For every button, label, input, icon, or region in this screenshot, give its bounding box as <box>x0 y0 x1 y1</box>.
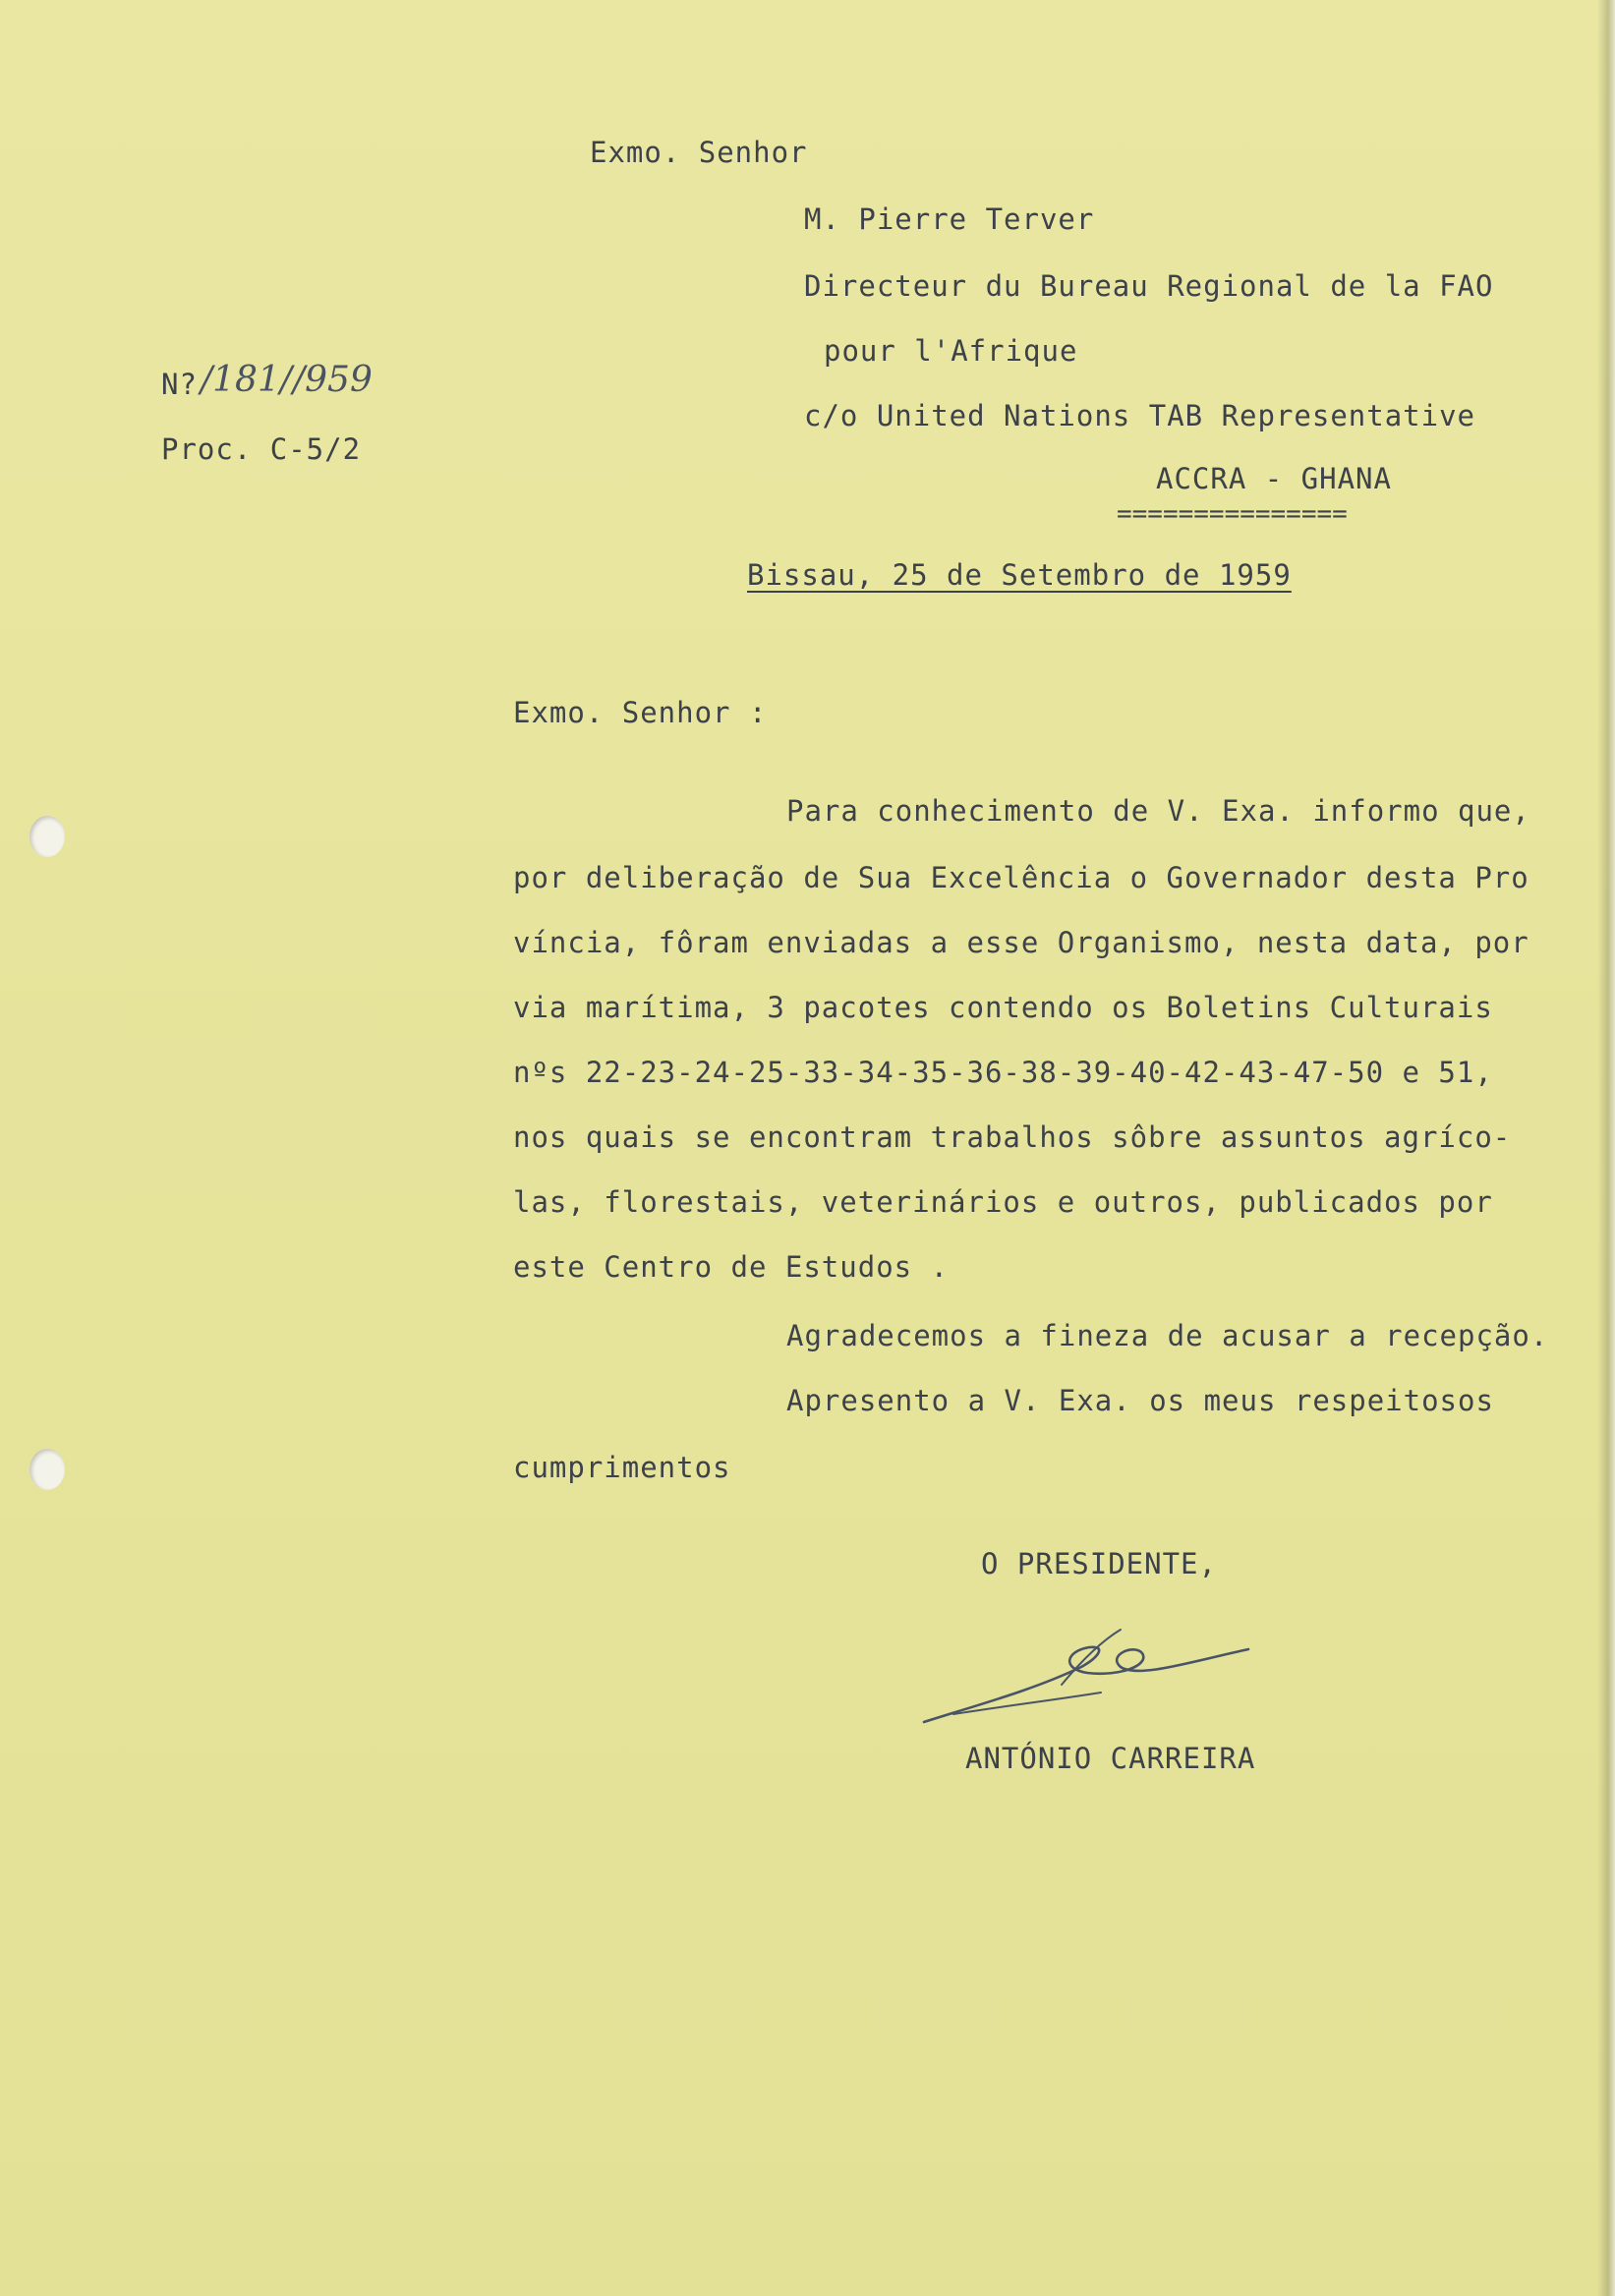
handwritten-signature <box>914 1622 1258 1740</box>
signature-title: O PRESIDENTE, <box>981 1547 1217 1580</box>
body-line: las, florestais, veterinários e outros, publicados por <box>513 1185 1493 1219</box>
city-double-rule: =============== <box>1117 499 1348 529</box>
body-line: nos quais se encontram trabalhos sôbre assuntos agríco- <box>513 1120 1512 1154</box>
recipient-name: M. Pierre Terver <box>804 202 1095 236</box>
body-line: víncia, fôram enviadas a esse Organismo, nesta data, por <box>513 926 1529 959</box>
body-line: por deliberação de Sua Excelência o Governador desta Pro <box>513 861 1529 894</box>
recipient-city: ACCRA - GHANA <box>1156 462 1392 495</box>
greeting: Exmo. Senhor : <box>513 696 768 729</box>
closing-line: Agradecemos a fineza de acusar a recepção. <box>786 1319 1549 1352</box>
closing-line: Apresento a V. Exa. os meus respeitosos <box>786 1384 1494 1417</box>
recipient-salutation: Exmo. Senhor <box>590 136 808 169</box>
closing-line: cumprimentos <box>513 1451 731 1484</box>
reference-process: Proc. C-5/2 <box>161 432 362 466</box>
paper-edge <box>1597 0 1615 2296</box>
body-line: via marítima, 3 pacotes contendo os Boletins Culturais <box>513 991 1493 1024</box>
recipient-title: Directeur du Bureau Regional de la FAO <box>804 269 1494 303</box>
body-line: Para conhecimento de V. Exa. informo que, <box>786 794 1530 828</box>
reference-number-handwritten: /181/ <box>201 360 292 400</box>
recipient-care-of: c/o United Nations TAB Representative <box>804 399 1476 432</box>
reference-number-label: N? <box>161 368 198 401</box>
body-line: nºs 22-23-24-25-33-34-35-36-38-39-40-42-43-47-50 e 51, <box>513 1056 1493 1089</box>
body-line: este Centro de Estudos . <box>513 1250 950 1284</box>
recipient-title-cont: pour l'Afrique <box>824 334 1078 368</box>
signatory-name: ANTÓNIO CARREIRA <box>965 1742 1256 1775</box>
punch-hole-top <box>29 816 65 857</box>
punch-hole-bottom <box>29 1449 65 1490</box>
reference-year-handwritten: /959 <box>293 360 373 400</box>
letter-date: Bissau, 25 de Setembro de 1959 <box>747 558 1292 592</box>
